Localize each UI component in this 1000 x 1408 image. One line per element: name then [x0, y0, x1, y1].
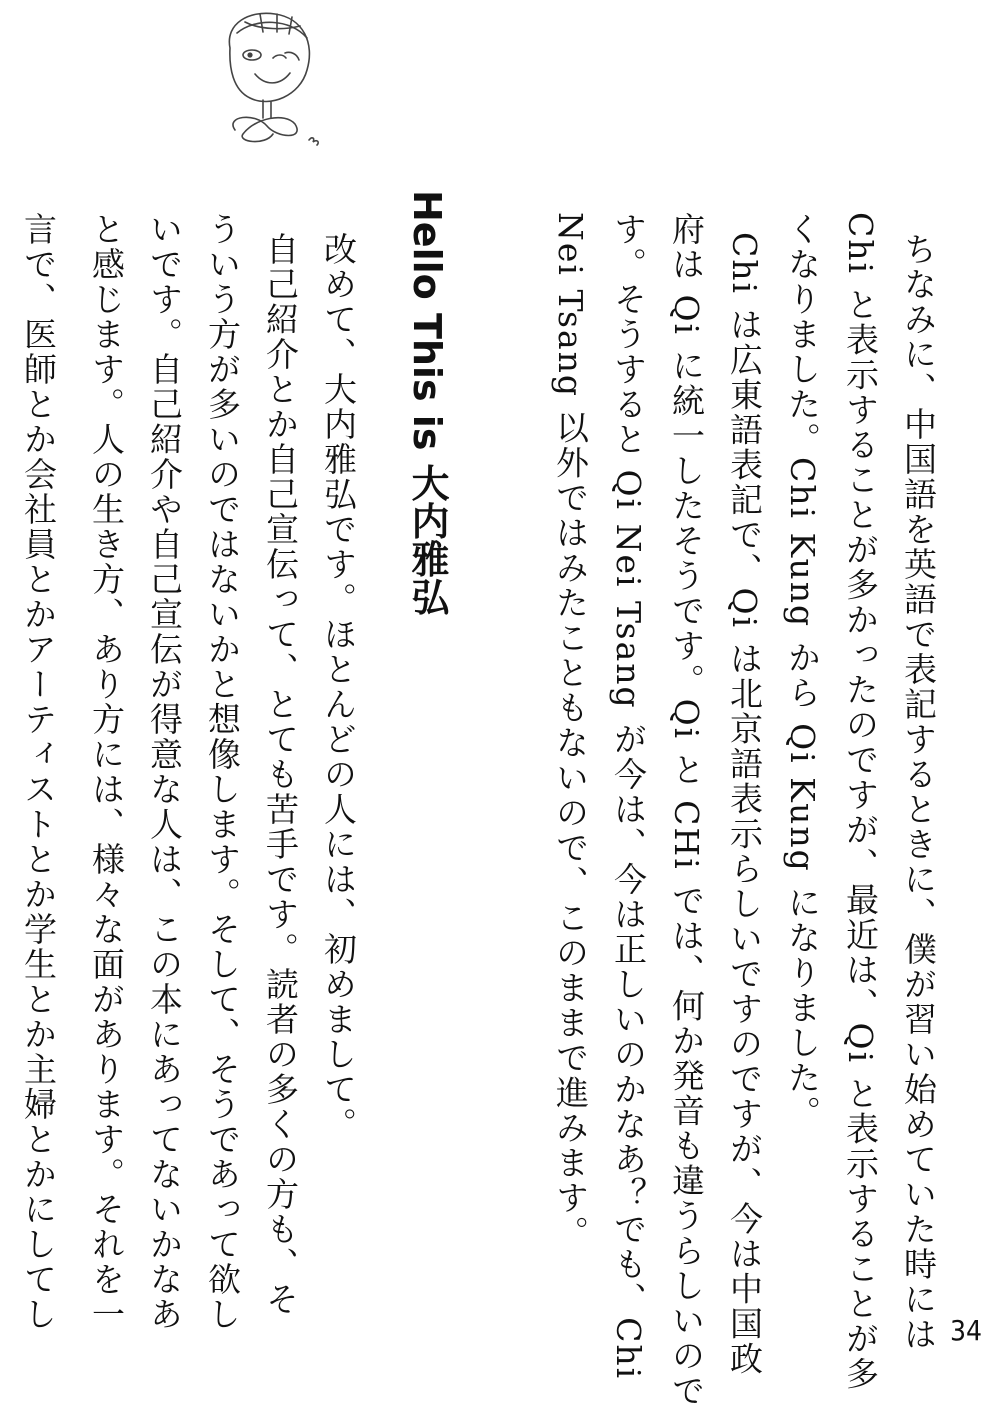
body-column-6: す。そうすると Qi Nei Tsang が今は、今は正しいのかなあ？でも、Chi — [609, 212, 648, 1381]
body-column-12: と感じます。人の生き方、あり方には、様々な面があります。それを一 — [87, 212, 126, 1332]
body-column-10: ういう方が多いのではないかと想像します。そして、そうであって欲し — [203, 212, 242, 1332]
section-heading: Hello This is 大内雅弘 — [405, 190, 449, 616]
body-column-1: ちなみに、中国語を英語で表記するときに、僕が習い始めていた時には — [899, 232, 938, 1352]
page-number: 34 — [949, 1314, 982, 1347]
body-column-13: 言で、医師とか会社員とかアーティストとか学生とか主婦とかにしてし — [19, 212, 58, 1332]
body-column-3: くなりました。Chi Kung から Qi Kung になりました。 — [783, 212, 822, 1131]
body-column-7: Nei Tsang 以外ではみたこともないので、このままで進みます。 — [551, 212, 590, 1251]
body-column-2: Chi と表示することが多かったのですが、最近は、Qi と表示することが多 — [841, 212, 880, 1392]
body-column-5: 府は Qi に統一したそうです。Qi と CHi では、何か発音も違うらしいので — [667, 212, 706, 1408]
smiling-figure-doodle-icon — [215, 8, 335, 158]
body-column-9: 自己紹介とか自己宣伝って、とても苦手です。読者の多くの方も、そ — [261, 232, 300, 1317]
body-column-11: いです。自己紹介や自己宣伝が得意な人は、この本にあってないかなあ — [145, 212, 184, 1332]
body-column-4: Chi は広東語表記で、Qi は北京語表示らしいですのですが、今は中国政 — [725, 232, 764, 1377]
body-column-8: 改めて、大内雅弘です。ほとんどの人には、初めまして。 — [319, 232, 358, 1142]
